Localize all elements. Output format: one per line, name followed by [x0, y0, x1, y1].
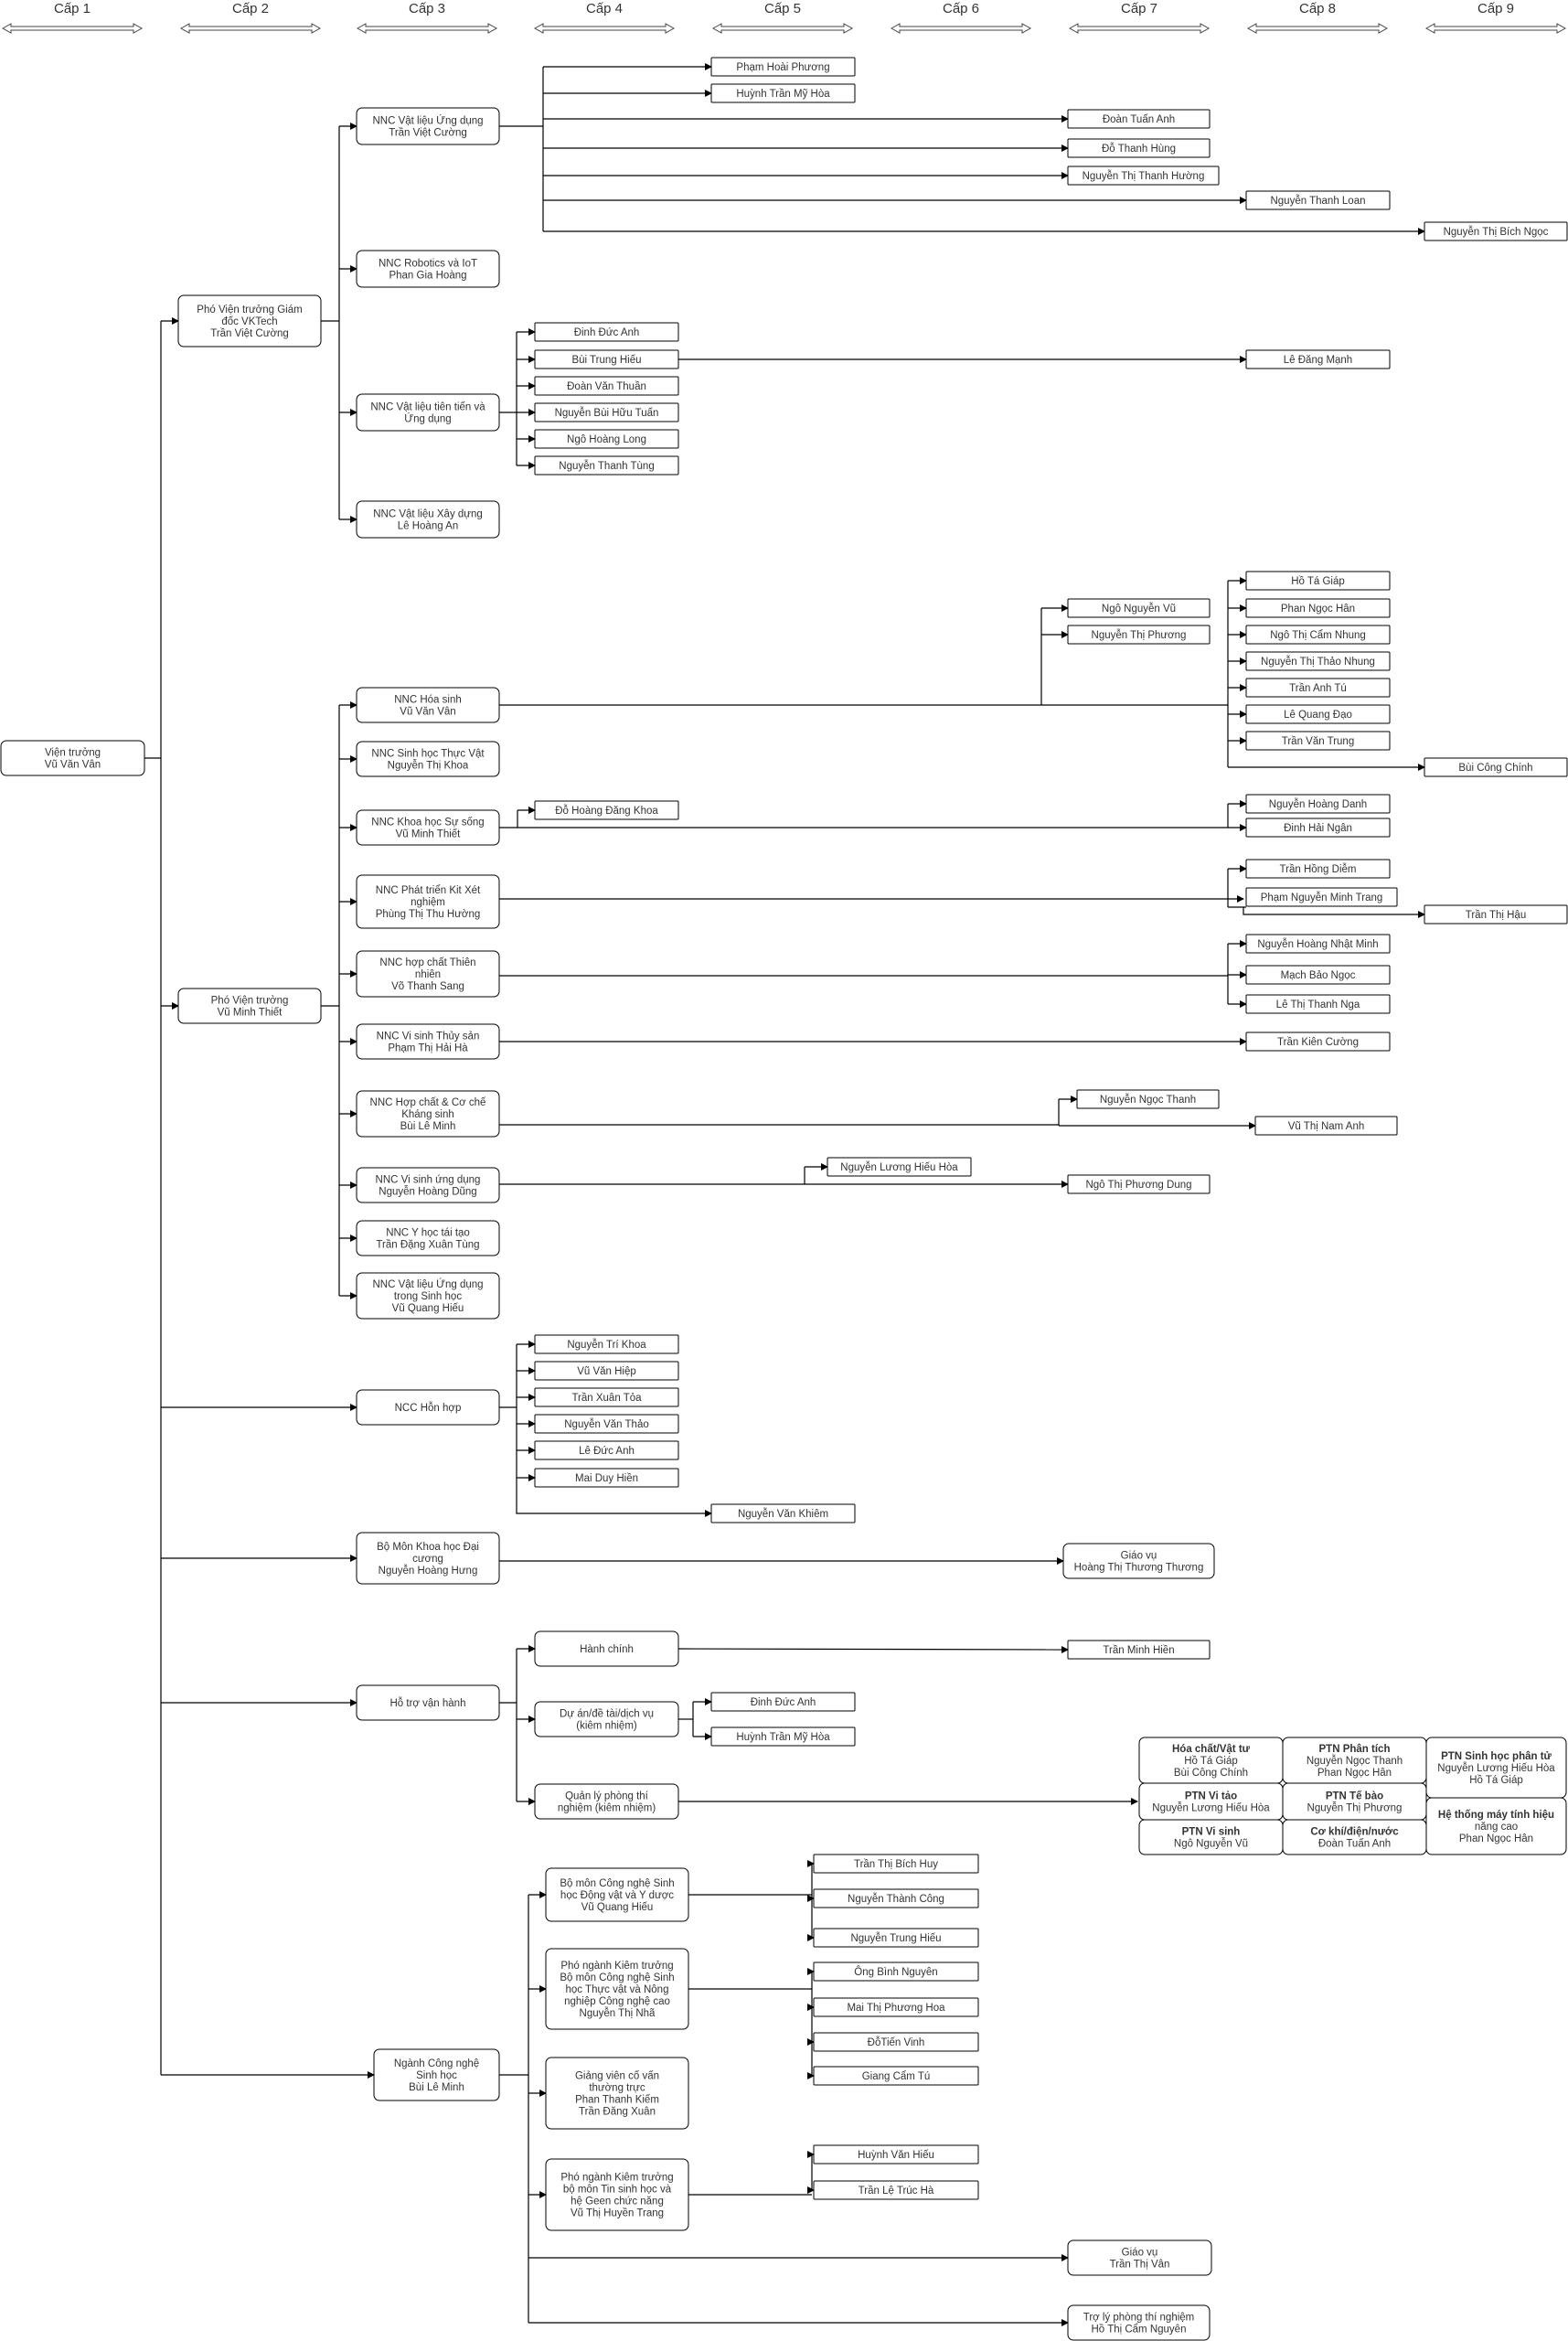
node-hchinh[interactable]: [535, 1631, 678, 1666]
node-text: Vũ Minh Thiết: [395, 828, 461, 840]
node-ldanh[interactable]: [535, 1441, 678, 1459]
node-tbhuy[interactable]: [814, 1855, 978, 1873]
node-qlptn[interactable]: [535, 1784, 678, 1819]
node-text: Nguyễn Thành Công: [848, 1894, 944, 1905]
node-text: Ngành Công nghệ: [393, 2058, 480, 2069]
node-dvthuan[interactable]: [535, 377, 678, 395]
node-text: NNC Vật liệu Xây dựng: [373, 508, 483, 520]
node-text: Huỳnh Văn Hiếu: [858, 2150, 934, 2161]
node-text: Ông Bình Nguyên: [854, 1967, 938, 1978]
node-text: Ngô Thị Phương Dung: [1085, 1180, 1192, 1191]
level-9: [1426, 1, 1565, 33]
node-text: Nguyễn Văn Thảo: [564, 1419, 649, 1430]
node-text: Giáo vụ: [1121, 2247, 1158, 2259]
node-text: Giáo vụ: [1120, 1550, 1157, 1562]
node-text: năng cao: [1474, 1822, 1519, 1833]
node-ptkit[interactable]: [357, 875, 499, 928]
level-3: [357, 1, 496, 33]
node-thdiem[interactable]: [1246, 860, 1390, 878]
node-text: NNC Hợp chất & Cơ chế: [369, 1097, 486, 1108]
node-text: NCC Hỗn hợp: [394, 1403, 462, 1414]
node-nttung[interactable]: [535, 456, 678, 475]
node-pnhan[interactable]: [1246, 599, 1390, 617]
node-dtanh[interactable]: [1068, 110, 1210, 128]
node-ntpdung[interactable]: [1068, 1175, 1210, 1193]
node-text: Ngô Hoàng Long: [567, 434, 646, 445]
node-text: Nguyễn Hoàng Hưng: [378, 1566, 478, 1577]
node-text: nghiệm: [411, 897, 445, 908]
node-text: Nguyễn Thị Phương: [1307, 1802, 1403, 1814]
node-text: Lê Đức Anh: [579, 1446, 635, 1457]
node-text: Bùi Lê Minh: [409, 2082, 464, 2093]
node-text: Phan Ngọc Hân: [1458, 1833, 1534, 1844]
connector: [1243, 907, 1424, 914]
node-nnthanh[interactable]: [1077, 1090, 1219, 1108]
node-text: Trần Việt Cường: [210, 328, 289, 339]
level-4: [535, 1, 674, 33]
node-obnguyen[interactable]: [814, 1962, 978, 1981]
node-text: Vũ Quang Hiếu: [391, 1303, 464, 1314]
node-khss[interactable]: [357, 810, 499, 845]
connector: [678, 1649, 1068, 1650]
node-text: NNC Vật liệu Ứng dụng: [372, 1279, 484, 1290]
node-text: NNC Phát triển Kit Xét: [375, 885, 481, 896]
node-pvt1[interactable]: [178, 295, 321, 347]
node-text: Đoàn Tuấn Anh: [1102, 114, 1176, 125]
node-text: Nguyễn Hoàng Dũng: [379, 1186, 477, 1198]
node-text: Trần Đăng Xuân: [579, 2106, 656, 2118]
node-text: Trần Đặng Xuân Tùng: [376, 1239, 480, 1251]
node-text: NNC hợp chất Thiên: [379, 957, 476, 968]
node-text: Giảng viên cố vấn: [574, 2070, 660, 2082]
node-htvh[interactable]: [357, 1685, 499, 1720]
node-root[interactable]: [1, 741, 144, 775]
node-text: PTN Vi tảo: [1184, 1790, 1238, 1802]
node-text: Vũ Thị Huyền Trang: [570, 2207, 665, 2219]
node-vtnanh[interactable]: [1255, 1117, 1397, 1135]
node-bmdv[interactable]: [546, 1868, 688, 1921]
node-lqdao[interactable]: [1246, 705, 1390, 723]
node-text: Nguyễn Thanh Loan: [1270, 196, 1366, 207]
node-text: Trần Kiên Cường: [1277, 1037, 1359, 1048]
node-bmkh[interactable]: [357, 1533, 499, 1584]
node-text: Huỳnh Trần Mỹ Hòa: [736, 89, 830, 100]
node-text: Ngô Nguyễn Vũ: [1173, 1838, 1249, 1850]
node-text: trong Sinh học: [393, 1291, 463, 1302]
node-text: Hồ Tá Giáp: [1184, 1756, 1238, 1767]
node-text: Nguyễn Ngọc Thanh: [1306, 1756, 1403, 1767]
node-text: Phan Thanh Kiếm: [575, 2094, 659, 2106]
node-gctu[interactable]: [814, 2067, 978, 2085]
node-dtvinh[interactable]: [814, 2033, 978, 2051]
node-text: Quản lý phòng thí: [565, 1790, 648, 1802]
node-htmh2[interactable]: [711, 1727, 855, 1746]
node-text: Nguyễn Thanh Tùng: [559, 461, 655, 472]
level-label: Cấp 4: [585, 1, 624, 16]
node-text: NNC Khoa học Sự sống: [371, 817, 485, 828]
node-text: Nguyễn Hoàng Danh: [1268, 799, 1368, 810]
node-ptnshpt[interactable]: [1426, 1737, 1566, 1798]
node-ckdn[interactable]: [1283, 1820, 1426, 1855]
level-label: Cấp 8: [1298, 1, 1337, 16]
node-text: Võ Thanh Sang: [391, 981, 464, 992]
node-htgiap[interactable]: [1246, 572, 1390, 590]
node-bthieu[interactable]: [535, 350, 678, 369]
node-nttnhung[interactable]: [1246, 652, 1390, 670]
node-pnmtrang[interactable]: [1246, 888, 1397, 906]
node-tmhien[interactable]: [1068, 1641, 1210, 1659]
node-gvhttt[interactable]: [1063, 1544, 1214, 1578]
node-hoasinh[interactable]: [357, 688, 499, 722]
node-text: Hóa chất/Vật tư: [1171, 1744, 1251, 1755]
node-text: Trần Hồng Diễm: [1279, 864, 1357, 875]
node-text: NNC Sinh học Thực Vật: [371, 748, 485, 760]
node-nhlong[interactable]: [535, 430, 678, 448]
node-text: Nguyễn Hoàng Nhật Minh: [1257, 939, 1379, 950]
node-ptntb[interactable]: [1283, 1783, 1426, 1820]
node-ntkhoa[interactable]: [535, 1335, 678, 1353]
node-text: Nguyễn Trí Khoa: [567, 1340, 646, 1351]
node-text: PTN Vi sinh: [1181, 1826, 1241, 1838]
node-gvcv[interactable]: [546, 2058, 688, 2129]
node-text: Nguyễn Trung Hiếu: [850, 1933, 942, 1944]
node-ptnvt[interactable]: [1139, 1783, 1283, 1820]
node-text: cương: [412, 1554, 443, 1565]
node-text: Đinh Đức Anh: [750, 1697, 816, 1708]
node-text: Phó Viện trưởng Giám: [197, 305, 303, 315]
node-vvhiep[interactable]: [535, 1362, 678, 1380]
node-text: Nguyễn Lương Hiếu Hòa: [1152, 1802, 1270, 1814]
node-lttnga[interactable]: [1246, 995, 1390, 1013]
node-tthau[interactable]: [1424, 905, 1567, 924]
node-ptnvs[interactable]: [1139, 1820, 1283, 1855]
node-text: Nguyễn Bùi Hữu Tuấn: [554, 408, 659, 419]
node-text: Nguyễn Lương Hiếu Hòa: [840, 1162, 958, 1173]
node-ntbngoc[interactable]: [1424, 222, 1567, 241]
level-2: [181, 1, 320, 33]
node-text: Viện trưởng: [44, 747, 101, 759]
node-dhdkhoa[interactable]: [535, 801, 678, 819]
node-text: bộ môn Tin sinh học và: [562, 2184, 672, 2196]
node-text: Nguyễn Lương Hiếu Hòa: [1437, 1763, 1555, 1774]
node-text: Ngô Nguyễn Vũ: [1101, 604, 1177, 615]
node-nvthao[interactable]: [535, 1415, 678, 1433]
node-text: Kháng sinh: [401, 1109, 454, 1120]
node-text: Trần Việt Cường: [389, 127, 467, 139]
node-vlsh[interactable]: [357, 1273, 499, 1319]
node-gvttv[interactable]: [1068, 2240, 1211, 2275]
level-label: Cấp 7: [1120, 1, 1158, 16]
node-text: NNC Robotics và IoT: [378, 258, 478, 270]
node-text: Phan Ngọc Hân: [1317, 1768, 1392, 1779]
node-vlxd[interactable]: [357, 501, 499, 538]
node-pnkt[interactable]: [546, 1949, 688, 2029]
node-text: Hồ Thị Cẩm Nguyên: [1091, 2324, 1187, 2336]
node-text: Nguyễn Thị Bích Ngọc: [1443, 227, 1549, 238]
node-hcvt[interactable]: [1139, 1737, 1283, 1783]
node-text: Phó ngành Kiêm trưởng: [560, 1961, 674, 1972]
node-text: Bùi Công Chính: [1173, 1768, 1249, 1779]
node-text: Đinh Đức Anh: [573, 327, 640, 338]
node-text: Ngô Thị Cẩm Nhung: [1270, 630, 1366, 641]
level-header: [3, 1, 1565, 33]
node-hvhieu[interactable]: [814, 2145, 978, 2164]
node-text: Hồ Tá Giáp: [1291, 576, 1345, 587]
node-text: Bộ Môn Khoa học Đại: [377, 1542, 479, 1553]
node-vltt[interactable]: [357, 394, 499, 431]
node-text: Mạch Bảo Ngọc: [1280, 970, 1356, 981]
node-text: Trần Anh Tú: [1289, 683, 1347, 694]
node-text: Phó ngành Kiêm trưởng: [560, 2172, 674, 2184]
node-text: Nguyễn Thị Nhã: [579, 2008, 656, 2019]
node-text: Phó Viện trưởng: [210, 995, 289, 1007]
node-nlhhoa[interactable]: [827, 1158, 971, 1176]
node-hhoa[interactable]: [711, 58, 855, 76]
node-dthung[interactable]: [1068, 139, 1210, 157]
node-ntcong[interactable]: [814, 1889, 978, 1908]
node-text: Vũ Văn Vân: [44, 759, 101, 771]
node-tlptn[interactable]: [1068, 2305, 1210, 2340]
node-text: Vũ Văn Hiệp: [577, 1366, 636, 1377]
node-text: Mai Duy Hiền: [574, 1473, 639, 1484]
node-ncc[interactable]: [357, 1390, 499, 1425]
node-text: thường trực: [589, 2082, 645, 2094]
node-text: Hoàng Thị Thương Thương: [1073, 1562, 1204, 1574]
node-pntin[interactable]: [546, 2159, 688, 2230]
node-ntphuong[interactable]: [1068, 625, 1210, 644]
node-text: nghiệm (kiêm nhiệm): [557, 1802, 656, 1814]
node-text: Bùi Công Chính: [1458, 763, 1533, 774]
connector-lines: [144, 67, 1424, 2323]
node-text: Nguyễn Văn Khiêm: [737, 1509, 829, 1520]
node-ddanh[interactable]: [535, 323, 678, 341]
node-text: Ứng dụng: [404, 413, 452, 425]
level-7: [1070, 1, 1209, 33]
level-label: Cấp 3: [408, 1, 446, 16]
node-text: NNC Vi sinh ứng dụng: [375, 1174, 481, 1186]
level-label: Cấp 2: [231, 1, 270, 16]
node-txtoa[interactable]: [535, 1388, 678, 1406]
node-ptnpt[interactable]: [1283, 1737, 1426, 1783]
node-text: Vũ Thị Nam Anh: [1287, 1121, 1365, 1132]
node-boxes: [1, 58, 1567, 2340]
node-pvt2[interactable]: [178, 989, 321, 1023]
node-text: Vũ Quang Hiếu: [581, 1902, 654, 1913]
node-mtphoa[interactable]: [814, 1998, 978, 2016]
node-vsts[interactable]: [357, 1024, 499, 1059]
node-text: Lê Quang Đạo: [1284, 710, 1352, 721]
node-text: Bộ môn Công nghệ Sinh: [560, 1972, 675, 1983]
node-text: NNC Vật liệu Ứng dụng: [372, 115, 484, 127]
node-text: (kiêm nhiệm): [576, 1720, 637, 1732]
node-text: Nguyễn Thị Khoa: [387, 760, 469, 772]
node-vlud[interactable]: [357, 108, 499, 144]
node-text: Phan Ngọc Hân: [1280, 604, 1356, 615]
node-text: NNC Y học tái tạo: [386, 1227, 470, 1239]
node-text: Hệ thống máy tính hiệu: [1437, 1810, 1555, 1821]
node-ldmanh[interactable]: [1246, 350, 1390, 369]
node-text: Hỗ trợ vận hành: [389, 1698, 466, 1709]
node-text: học Thực vật và Nông: [565, 1984, 669, 1995]
node-text: Đỗ Hoàng Đăng Khoa: [555, 806, 658, 817]
node-text: Trần Thị Bích Huy: [853, 1859, 939, 1870]
node-text: Bùi Lê Minh: [400, 1121, 456, 1132]
node-text: nghiệp Công nghệ cao: [564, 1996, 670, 2007]
node-text: hệ Geen chức năng: [571, 2196, 664, 2207]
node-text: Nguyễn Thị Phương: [1091, 630, 1187, 641]
node-tkcuong[interactable]: [1246, 1032, 1390, 1051]
node-text: Lê Đăng Mạnh: [1283, 355, 1353, 366]
node-text: Phùng Thị Thu Hường: [375, 909, 481, 920]
level-8: [1248, 1, 1387, 33]
node-text: Đoàn Văn Thuần: [567, 381, 646, 392]
node-text: Phạm Nguyễn Minh Trang: [1260, 893, 1383, 903]
node-bcchinh[interactable]: [1424, 758, 1567, 776]
node-text: Phan Gia Hoàng: [389, 270, 467, 282]
node-htmh1[interactable]: [711, 84, 855, 102]
node-tatu[interactable]: [1246, 679, 1390, 697]
node-text: Trần Minh Hiền: [1103, 1645, 1175, 1656]
node-text: Phạm Hoài Phương: [736, 62, 830, 73]
level-6: [891, 1, 1030, 33]
node-text: Hồ Tá Giáp: [1469, 1775, 1523, 1786]
node-hcks[interactable]: [357, 1091, 499, 1137]
node-shtv[interactable]: [357, 742, 499, 776]
node-nnvu[interactable]: [1068, 599, 1210, 617]
node-text: Trần Thị Vân: [1109, 2259, 1170, 2271]
node-ntthuong[interactable]: [1068, 166, 1219, 185]
node-text: PTN Phân tích: [1318, 1744, 1391, 1755]
node-ddanh2[interactable]: [711, 1693, 855, 1711]
node-text: Lê Thị Thanh Nga: [1275, 999, 1360, 1010]
node-text: Lê Hoàng An: [397, 520, 459, 532]
node-text: Giang Cẩm Tú: [861, 2071, 931, 2082]
node-text: Vũ Minh Thiết: [217, 1007, 283, 1019]
node-text: Bộ môn Công nghệ Sinh: [560, 1878, 675, 1889]
node-text: Trợ lý phòng thí nghiệm: [1083, 2312, 1195, 2324]
node-nhnminh[interactable]: [1246, 935, 1390, 953]
node-mbngoc[interactable]: [1246, 966, 1390, 984]
node-hctn[interactable]: [357, 951, 499, 997]
node-text: Sinh học: [416, 2070, 457, 2081]
node-yhtt[interactable]: [357, 1221, 499, 1256]
node-text: đốc VKTech: [221, 316, 278, 327]
level-label: Cấp 9: [1477, 1, 1515, 16]
node-text: PTN Tế bào: [1325, 1790, 1384, 1802]
node-text: PTN Sinh học phân tử: [1441, 1751, 1552, 1762]
node-tltha[interactable]: [814, 2181, 978, 2199]
node-ntcnhung[interactable]: [1246, 625, 1390, 644]
node-text: Dự án/đề tài/dịch vụ: [560, 1708, 654, 1720]
node-text: Bùi Trung Hiếu: [571, 355, 642, 366]
node-text: Đỗ Thanh Hùng: [1102, 144, 1176, 155]
node-vsud[interactable]: [357, 1168, 499, 1203]
level-label: Cấp 5: [763, 1, 802, 16]
level-5: [713, 1, 852, 33]
node-text: Đinh Hải Ngân: [1284, 823, 1352, 834]
node-tvtrung[interactable]: [1246, 732, 1390, 750]
node-text: nhiên: [414, 969, 442, 980]
node-duan[interactable]: [535, 1702, 678, 1737]
node-text: học Động vật và Y dược: [560, 1890, 675, 1901]
node-nvkhiem[interactable]: [711, 1504, 855, 1523]
node-nganh[interactable]: [374, 2049, 499, 2100]
node-text: Mai Thị Phương Hoa: [847, 2003, 945, 2014]
node-text: Trần Văn Trung: [1281, 736, 1355, 747]
level-label: Cấp 1: [53, 1, 91, 16]
node-robo[interactable]: [357, 251, 499, 287]
node-text: NNC Vi sinh Thủy sản: [376, 1031, 480, 1042]
node-text: ĐỗTiến Vinh: [867, 2037, 925, 2048]
node-nthieu[interactable]: [814, 1929, 978, 1947]
node-text: Vũ Văn Vân: [400, 706, 456, 718]
node-text: Trần Xuân Tỏa: [571, 1393, 642, 1404]
node-text: NNC Vật liệu tiên tiến và: [370, 401, 485, 413]
node-htmt[interactable]: [1426, 1798, 1566, 1855]
level-label: Cấp 6: [942, 1, 980, 16]
node-text: Hành chính: [580, 1644, 634, 1655]
node-text: NNC Hóa sinh: [394, 694, 462, 706]
node-text: Cơ khí/điện/nước: [1310, 1826, 1399, 1838]
node-text: Nguyễn Ngọc Thanh: [1099, 1095, 1197, 1106]
node-text: Nguyễn Thị Thanh Hường: [1082, 171, 1205, 182]
node-text: Trần Thị Hậu: [1465, 910, 1527, 921]
node-text: Huỳnh Trần Mỹ Hòa: [736, 1732, 830, 1743]
node-text: Nguyễn Thị Thảo Nhung: [1261, 657, 1375, 668]
level-1: [3, 1, 142, 33]
node-text: Trần Lệ Trúc Hà: [858, 2186, 934, 2197]
node-mdhien[interactable]: [535, 1469, 678, 1487]
node-nbhtuan[interactable]: [535, 403, 678, 422]
node-text: Đoàn Tuấn Anh: [1317, 1838, 1392, 1850]
node-nhdanh[interactable]: [1246, 795, 1390, 813]
node-text: Phạm Thị Hải Hà: [388, 1042, 468, 1054]
node-ntloan[interactable]: [1246, 191, 1390, 209]
node-dhngan[interactable]: [1246, 818, 1390, 837]
